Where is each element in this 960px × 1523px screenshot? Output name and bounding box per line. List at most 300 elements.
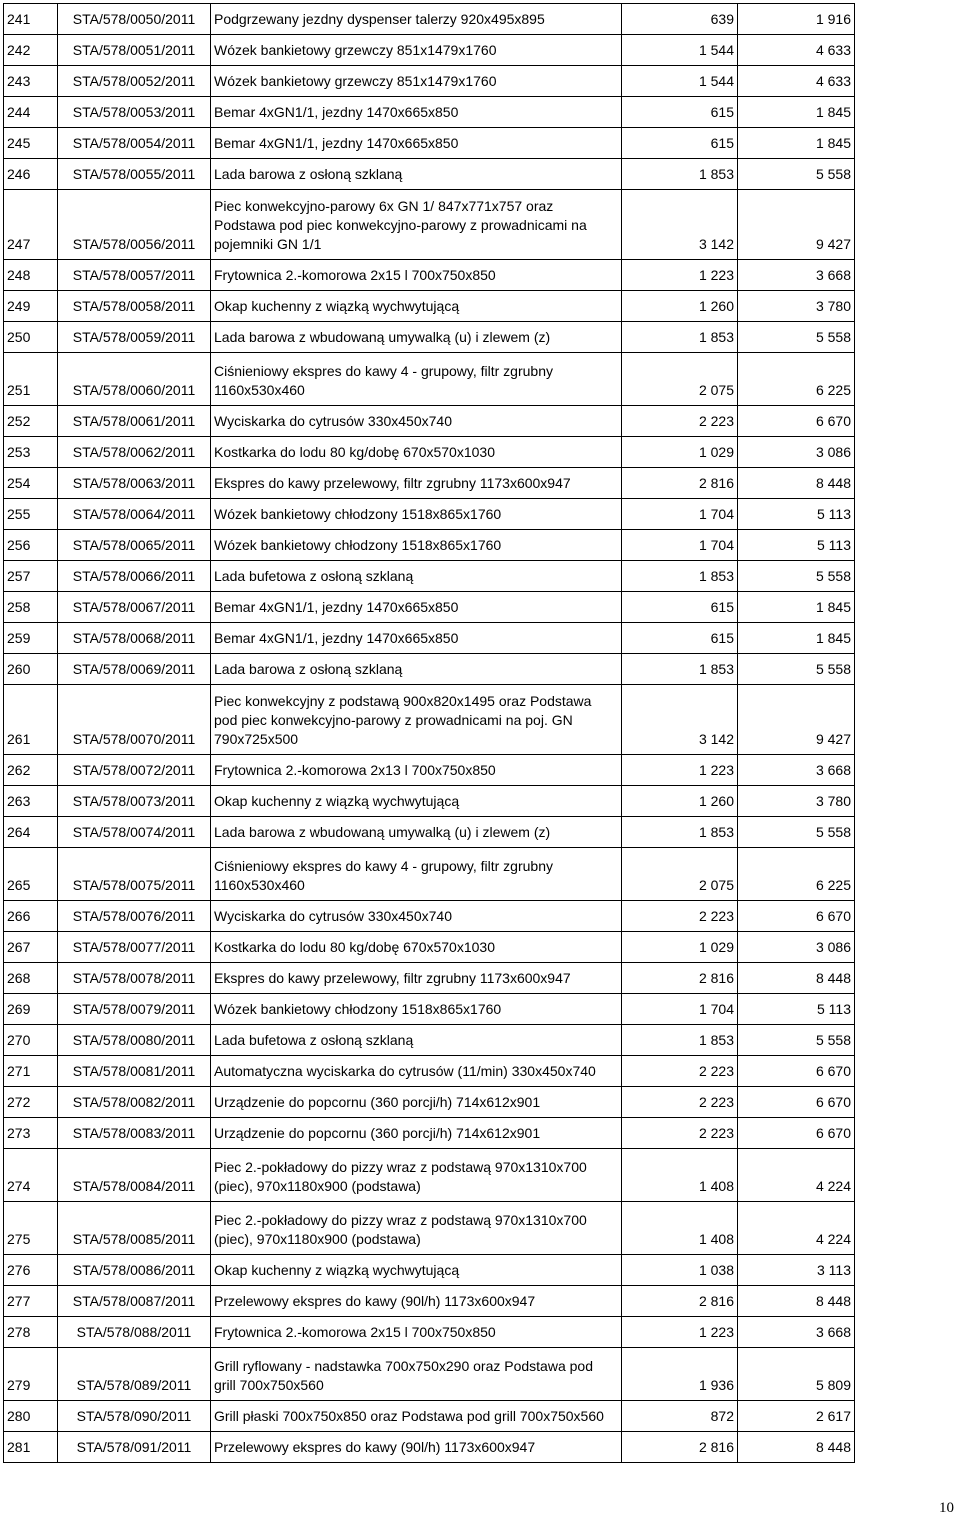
description-cell	[211, 128, 622, 159]
inventory-code-text: STA/578/0068/2011	[72, 630, 196, 646]
total-value-cell	[738, 4, 855, 35]
total-value-text: 3 086	[815, 444, 851, 460]
inventory-code-cell	[58, 353, 211, 406]
inventory-code-text: STA/578/0082/2011	[72, 1094, 196, 1110]
total-value-text: 6 670	[815, 1094, 851, 1110]
unit-value-text: 2 816	[698, 1293, 734, 1309]
description-text: Okap kuchenny z wiązką wychwytującą	[214, 298, 460, 314]
description-text: Bemar 4xGN1/1, jezdny 1470x665x850	[214, 135, 459, 151]
total-value-cell	[738, 1317, 855, 1348]
total-value-text: 6 670	[815, 413, 851, 429]
unit-value-text: 1 408	[698, 1231, 734, 1247]
table-body	[4, 4, 855, 1463]
total-value-text: 9 427	[815, 731, 851, 747]
description-text: Grill płaski 700x750x850 oraz Podstawa pod grill 700x750x560	[214, 1408, 604, 1424]
row-number-text: 255	[7, 506, 31, 522]
total-value-cell	[738, 817, 855, 848]
inventory-code-cell	[58, 1087, 211, 1118]
description-cell	[211, 685, 622, 755]
total-value-text: 5 558	[815, 329, 851, 345]
description-text: Kostkarka do lodu 80 kg/dobę 670x570x1030	[214, 939, 495, 955]
description-cell	[211, 97, 622, 128]
table-row	[4, 190, 855, 260]
row-number-cell	[4, 1255, 58, 1286]
row-number-cell	[4, 4, 58, 35]
inventory-code-cell	[58, 499, 211, 530]
description-text: Ciśnieniowy ekspres do kawy 4 - grupowy, filtr zgrubny 1160x530x460	[214, 858, 553, 893]
total-value-cell	[738, 499, 855, 530]
row-number-text: 279	[7, 1377, 31, 1393]
inventory-code-text: STA/578/0057/2011	[72, 267, 196, 283]
row-number-text: 275	[7, 1231, 31, 1247]
inventory-code-text: STA/578/0060/2011	[72, 382, 196, 398]
total-value-cell	[738, 530, 855, 561]
unit-value-text: 615	[710, 599, 734, 615]
total-value-cell	[738, 932, 855, 963]
row-number-text: 271	[7, 1063, 31, 1079]
total-value-cell	[738, 1025, 855, 1056]
inventory-code-text: STA/578/0070/2011	[72, 731, 196, 747]
row-number-cell	[4, 128, 58, 159]
total-value-cell	[738, 623, 855, 654]
total-value-text: 1 845	[815, 135, 851, 151]
inventory-code-cell	[58, 1286, 211, 1317]
row-number-cell	[4, 406, 58, 437]
row-number-text: 263	[7, 793, 31, 809]
description-cell	[211, 1202, 622, 1255]
description-cell	[211, 786, 622, 817]
table-row	[4, 932, 855, 963]
description-cell	[211, 406, 622, 437]
row-number-text: 268	[7, 970, 31, 986]
description-text: Wózek bankietowy chłodzony 1518x865x1760	[214, 1001, 502, 1017]
row-number-text: 267	[7, 939, 31, 955]
table-row	[4, 786, 855, 817]
description-cell	[211, 530, 622, 561]
total-value-cell	[738, 654, 855, 685]
table-row	[4, 260, 855, 291]
description-text: Lada bufetowa z osłoną szklaną	[214, 568, 414, 584]
total-value-text: 3 668	[815, 762, 851, 778]
unit-value-text: 1 853	[698, 1032, 734, 1048]
row-number-cell	[4, 468, 58, 499]
description-text: Wózek bankietowy chłodzony 1518x865x1760	[214, 537, 502, 553]
row-number-text: 257	[7, 568, 31, 584]
unit-value-text: 1 029	[698, 939, 734, 955]
description-text: Wyciskarka do cytrusów 330x450x740	[214, 908, 452, 924]
unit-value-text: 2 223	[698, 1063, 734, 1079]
description-cell	[211, 1348, 622, 1401]
total-value-cell	[738, 994, 855, 1025]
unit-value-text: 3 142	[698, 731, 734, 747]
row-number-text: 264	[7, 824, 31, 840]
description-cell	[211, 353, 622, 406]
total-value-cell	[738, 901, 855, 932]
table-row	[4, 755, 855, 786]
unit-value-cell	[622, 1087, 738, 1118]
table-row	[4, 1056, 855, 1087]
description-text: Lada barowa z osłoną szklaną	[214, 661, 403, 677]
description-cell	[211, 1087, 622, 1118]
row-number-text: 241	[7, 11, 31, 27]
table-row	[4, 322, 855, 353]
row-number-cell	[4, 437, 58, 468]
inventory-code-cell	[58, 1432, 211, 1463]
description-text: Lada barowa z wbudowaną umywalką (u) i zlewem (z)	[214, 329, 551, 345]
unit-value-cell	[622, 786, 738, 817]
description-text: Urządzenie do popcornu (360 porcji/h) 714x612x901	[214, 1094, 541, 1110]
total-value-cell	[738, 685, 855, 755]
description-cell	[211, 1432, 622, 1463]
row-number-cell	[4, 353, 58, 406]
unit-value-text: 1 038	[698, 1262, 734, 1278]
row-number-text: 244	[7, 104, 31, 120]
inventory-table	[3, 3, 855, 1463]
unit-value-text: 615	[710, 135, 734, 151]
total-value-cell	[738, 1255, 855, 1286]
inventory-code-text: STA/578/0079/2011	[72, 1001, 196, 1017]
inventory-code-cell	[58, 322, 211, 353]
inventory-code-text: STA/578/0059/2011	[72, 329, 196, 345]
inventory-code-cell	[58, 654, 211, 685]
total-value-text: 5 558	[815, 824, 851, 840]
unit-value-text: 1 223	[698, 1324, 734, 1340]
total-value-text: 4 224	[815, 1178, 851, 1194]
description-text: Wózek bankietowy grzewczy 851x1479x1760	[214, 73, 497, 89]
unit-value-cell	[622, 755, 738, 786]
inventory-code-text: STA/578/0073/2011	[72, 793, 196, 809]
description-cell	[211, 1118, 622, 1149]
inventory-code-text: STA/578/0081/2011	[72, 1063, 196, 1079]
table-row	[4, 1255, 855, 1286]
total-value-text: 4 633	[815, 73, 851, 89]
inventory-code-cell	[58, 755, 211, 786]
table-row	[4, 1202, 855, 1255]
unit-value-cell	[622, 901, 738, 932]
table-row	[4, 1118, 855, 1149]
unit-value-text: 1 544	[698, 42, 734, 58]
description-text: Lada bufetowa z osłoną szklaną	[214, 1032, 414, 1048]
row-number-cell	[4, 963, 58, 994]
inventory-code-cell	[58, 437, 211, 468]
total-value-text: 5 809	[815, 1377, 851, 1393]
unit-value-text: 2 223	[698, 1094, 734, 1110]
description-cell	[211, 1056, 622, 1087]
total-value-cell	[738, 848, 855, 901]
inventory-code-cell	[58, 97, 211, 128]
total-value-cell	[738, 406, 855, 437]
total-value-text: 5 558	[815, 568, 851, 584]
unit-value-cell	[622, 1286, 738, 1317]
unit-value-cell	[622, 128, 738, 159]
row-number-cell	[4, 1202, 58, 1255]
row-number-cell	[4, 159, 58, 190]
inventory-code-text: STA/578/0051/2011	[72, 42, 196, 58]
total-value-cell	[738, 1149, 855, 1202]
description-cell	[211, 1025, 622, 1056]
table-row	[4, 1401, 855, 1432]
inventory-code-cell	[58, 1348, 211, 1401]
inventory-code-text: STA/578/0086/2011	[72, 1262, 196, 1278]
row-number-text: 251	[7, 382, 31, 398]
total-value-text: 8 448	[815, 1293, 851, 1309]
unit-value-text: 1 853	[698, 329, 734, 345]
description-cell	[211, 561, 622, 592]
unit-value-text: 2 223	[698, 413, 734, 429]
total-value-text: 2 617	[815, 1408, 851, 1424]
total-value-cell	[738, 291, 855, 322]
unit-value-text: 1 704	[698, 506, 734, 522]
row-number-text: 270	[7, 1032, 31, 1048]
table-row	[4, 66, 855, 97]
inventory-code-text: STA/578/0072/2011	[72, 762, 196, 778]
row-number-text: 277	[7, 1293, 31, 1309]
description-cell	[211, 322, 622, 353]
row-number-text: 258	[7, 599, 31, 615]
table-row	[4, 499, 855, 530]
unit-value-cell	[622, 322, 738, 353]
unit-value-cell	[622, 190, 738, 260]
unit-value-cell	[622, 437, 738, 468]
description-text: Frytownica 2.-komorowa 2x15 l 700x750x850	[214, 267, 496, 283]
inventory-code-text: STA/578/0080/2011	[72, 1032, 196, 1048]
table-row	[4, 592, 855, 623]
unit-value-cell	[622, 1401, 738, 1432]
unit-value-cell	[622, 468, 738, 499]
total-value-cell	[738, 66, 855, 97]
row-number-text: 278	[7, 1324, 31, 1340]
row-number-cell	[4, 66, 58, 97]
inventory-code-cell	[58, 1118, 211, 1149]
table-row	[4, 1348, 855, 1401]
total-value-cell	[738, 963, 855, 994]
row-number-text: 269	[7, 1001, 31, 1017]
unit-value-cell	[622, 291, 738, 322]
total-value-cell	[738, 1286, 855, 1317]
table-row	[4, 35, 855, 66]
total-value-text: 5 113	[817, 537, 851, 553]
description-text: Przelewowy ekspres do kawy (90l/h) 1173x600x947	[214, 1293, 536, 1309]
total-value-cell	[738, 1401, 855, 1432]
unit-value-cell	[622, 963, 738, 994]
row-number-text: 245	[7, 135, 31, 151]
row-number-text: 252	[7, 413, 31, 429]
inventory-code-cell	[58, 406, 211, 437]
unit-value-text: 2 816	[698, 1439, 734, 1455]
inventory-code-cell	[58, 159, 211, 190]
inventory-code-cell	[58, 128, 211, 159]
unit-value-cell	[622, 623, 738, 654]
unit-value-text: 3 142	[698, 236, 734, 252]
inventory-code-cell	[58, 1056, 211, 1087]
description-cell	[211, 963, 622, 994]
total-value-cell	[738, 1202, 855, 1255]
row-number-text: 261	[7, 731, 31, 747]
description-text: Wyciskarka do cytrusów 330x450x740	[214, 413, 452, 429]
table-row	[4, 1432, 855, 1463]
table-row	[4, 468, 855, 499]
table-row	[4, 97, 855, 128]
row-number-cell	[4, 97, 58, 128]
unit-value-cell	[622, 848, 738, 901]
inventory-code-cell	[58, 932, 211, 963]
total-value-cell	[738, 128, 855, 159]
description-cell	[211, 654, 622, 685]
total-value-cell	[738, 353, 855, 406]
table-row	[4, 848, 855, 901]
unit-value-text: 2 075	[698, 382, 734, 398]
description-text: Wózek bankietowy chłodzony 1518x865x1760	[214, 506, 502, 522]
row-number-cell	[4, 322, 58, 353]
row-number-text: 243	[7, 73, 31, 89]
inventory-code-cell	[58, 1025, 211, 1056]
table-row	[4, 1025, 855, 1056]
row-number-cell	[4, 530, 58, 561]
unit-value-cell	[622, 1025, 738, 1056]
unit-value-text: 2 223	[698, 1125, 734, 1141]
inventory-code-text: STA/578/0077/2011	[72, 939, 196, 955]
description-text: Okap kuchenny z wiązką wychwytującą	[214, 793, 460, 809]
row-number-text: 272	[7, 1094, 31, 1110]
description-cell	[211, 755, 622, 786]
row-number-text: 256	[7, 537, 31, 553]
inventory-code-text: STA/578/089/2011	[76, 1377, 192, 1393]
row-number-cell	[4, 1432, 58, 1463]
total-value-cell	[738, 1118, 855, 1149]
inventory-code-cell	[58, 1317, 211, 1348]
table-row	[4, 437, 855, 468]
total-value-text: 3 086	[815, 939, 851, 955]
table-row	[4, 685, 855, 755]
inventory-code-cell	[58, 817, 211, 848]
inventory-code-text: STA/578/090/2011	[76, 1408, 192, 1424]
description-text: Lada barowa z osłoną szklaną	[214, 166, 403, 182]
description-cell	[211, 848, 622, 901]
total-value-text: 6 225	[815, 877, 851, 893]
unit-value-text: 1 223	[698, 267, 734, 283]
total-value-cell	[738, 755, 855, 786]
unit-value-text: 872	[710, 1408, 734, 1424]
inventory-code-cell	[58, 468, 211, 499]
unit-value-text: 1 853	[698, 568, 734, 584]
row-number-cell	[4, 35, 58, 66]
inventory-code-text: STA/578/0087/2011	[72, 1293, 196, 1309]
inventory-code-text: STA/578/0074/2011	[72, 824, 196, 840]
inventory-code-cell	[58, 530, 211, 561]
unit-value-cell	[622, 1149, 738, 1202]
total-value-cell	[738, 35, 855, 66]
row-number-text: 266	[7, 908, 31, 924]
unit-value-cell	[622, 1432, 738, 1463]
row-number-cell	[4, 755, 58, 786]
description-text: Bemar 4xGN1/1, jezdny 1470x665x850	[214, 630, 459, 646]
table-row	[4, 1087, 855, 1118]
table-row	[4, 623, 855, 654]
unit-value-cell	[622, 932, 738, 963]
row-number-cell	[4, 901, 58, 932]
unit-value-cell	[622, 1317, 738, 1348]
total-value-text: 1 916	[815, 11, 851, 27]
inventory-code-text: STA/578/0052/2011	[72, 73, 196, 89]
total-value-text: 6 225	[815, 382, 851, 398]
unit-value-cell	[622, 260, 738, 291]
table-row	[4, 291, 855, 322]
row-number-cell	[4, 932, 58, 963]
inventory-code-text: STA/578/0050/2011	[72, 11, 196, 27]
unit-value-cell	[622, 817, 738, 848]
inventory-code-cell	[58, 66, 211, 97]
inventory-code-cell	[58, 4, 211, 35]
description-text: Bemar 4xGN1/1, jezdny 1470x665x850	[214, 599, 459, 615]
unit-value-cell	[622, 561, 738, 592]
total-value-cell	[738, 1087, 855, 1118]
row-number-text: 246	[7, 166, 31, 182]
table-row	[4, 963, 855, 994]
total-value-cell	[738, 159, 855, 190]
total-value-text: 5 113	[817, 1001, 851, 1017]
description-text: Podgrzewany jezdny dyspenser talerzy 920x495x895	[214, 11, 545, 27]
inventory-code-cell	[58, 901, 211, 932]
unit-value-text: 1 936	[698, 1377, 734, 1393]
row-number-text: 273	[7, 1125, 31, 1141]
total-value-cell	[738, 561, 855, 592]
row-number-text: 281	[7, 1439, 31, 1455]
description-cell	[211, 1317, 622, 1348]
description-text: Ekspres do kawy przelewowy, filtr zgrubny 1173x600x947	[214, 475, 571, 491]
inventory-code-text: STA/578/0054/2011	[72, 135, 196, 151]
inventory-code-text: STA/578/0085/2011	[72, 1231, 196, 1247]
total-value-text: 5 558	[815, 661, 851, 677]
row-number-cell	[4, 291, 58, 322]
description-cell	[211, 1401, 622, 1432]
description-text: Frytownica 2.-komorowa 2x15 l 700x750x850	[214, 1324, 496, 1340]
row-number-text: 247	[7, 236, 31, 252]
table-row	[4, 4, 855, 35]
description-cell	[211, 1255, 622, 1286]
description-text: Automatyczna wyciskarka do cytrusów (11/min) 330x450x740	[214, 1063, 596, 1079]
unit-value-cell	[622, 592, 738, 623]
table-row	[4, 1317, 855, 1348]
table-row	[4, 901, 855, 932]
total-value-text: 8 448	[815, 475, 851, 491]
description-cell	[211, 159, 622, 190]
inventory-code-text: STA/578/0075/2011	[72, 877, 196, 893]
total-value-cell	[738, 97, 855, 128]
inventory-code-cell	[58, 291, 211, 322]
total-value-text: 3 668	[815, 1324, 851, 1340]
row-number-text: 280	[7, 1408, 31, 1424]
description-text: Piec konwekcyjny z podstawą 900x820x1495 oraz Podstawa pod piec konwekcyjno-parowy z prowadnicami na poj. GN 790x725x500	[214, 693, 592, 747]
inventory-code-text: STA/578/0053/2011	[72, 104, 196, 120]
description-cell	[211, 437, 622, 468]
total-value-text: 3 780	[815, 298, 851, 314]
description-cell	[211, 901, 622, 932]
total-value-cell	[738, 1348, 855, 1401]
unit-value-text: 1 223	[698, 762, 734, 778]
description-cell	[211, 817, 622, 848]
row-number-cell	[4, 1087, 58, 1118]
inventory-code-cell	[58, 623, 211, 654]
unit-value-cell	[622, 1118, 738, 1149]
description-text: Bemar 4xGN1/1, jezdny 1470x665x850	[214, 104, 459, 120]
total-value-text: 5 558	[815, 166, 851, 182]
table-row	[4, 994, 855, 1025]
total-value-text: 6 670	[815, 908, 851, 924]
inventory-code-text: STA/578/0061/2011	[72, 413, 196, 429]
row-number-text: 265	[7, 877, 31, 893]
unit-value-cell	[622, 97, 738, 128]
description-text: Piec 2.-pokładowy do pizzy wraz z podstawą 970x1310x700 (piec), 970x1180x900 (podstawa)	[214, 1159, 587, 1194]
